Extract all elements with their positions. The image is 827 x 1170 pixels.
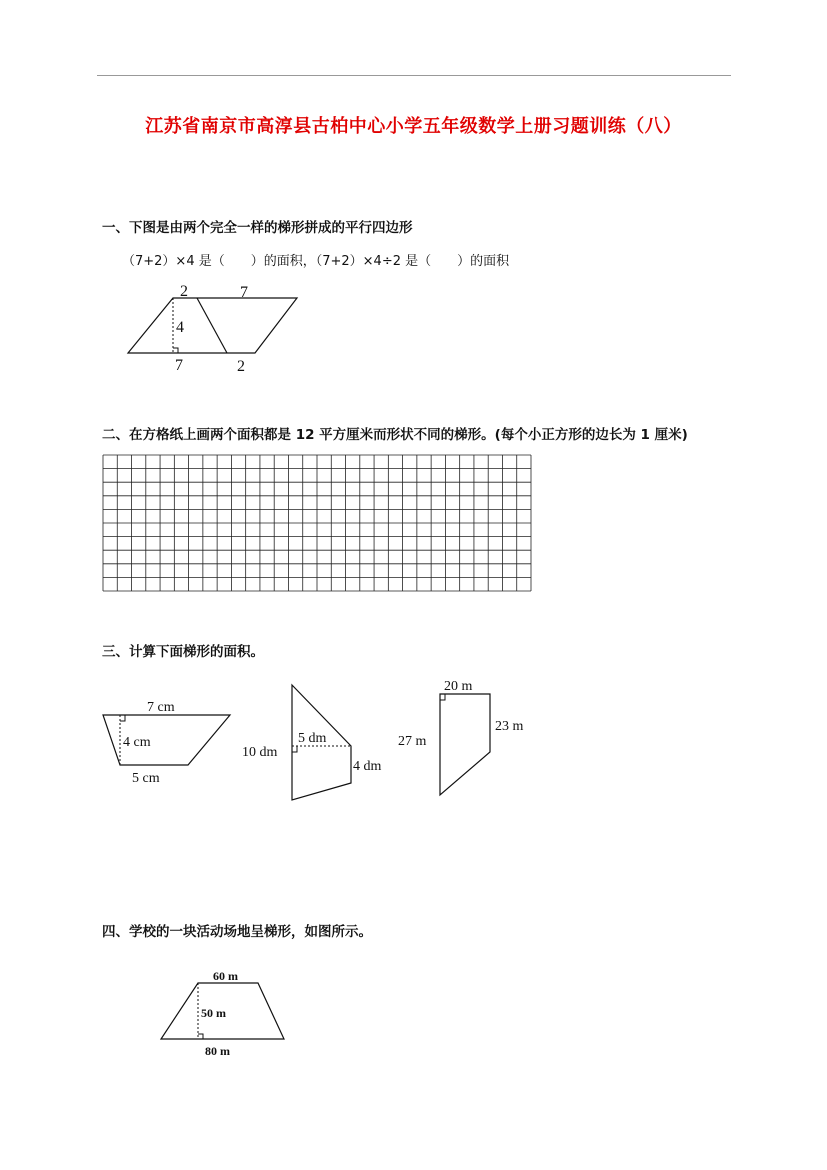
label-top-right: 7 <box>240 284 248 301</box>
fig2-left-label: 10 dm <box>242 745 278 760</box>
question-2-heading: 二、在方格纸上画两个面积都是 12 平方厘米而形状不同的梯形。(每个小正方形的边长为 1 厘米) <box>102 427 688 443</box>
question-1-heading: 一、下图是由两个完全一样的梯形拼成的平行四边形 <box>102 220 413 236</box>
question-1-fill-line: （7+2）×4 是（ ）的面积，（7+2）×4÷2 是（ ）的面积 <box>122 254 510 269</box>
field-height-label: 50 m <box>201 1006 226 1020</box>
fig1-top-label: 7 cm <box>147 700 175 715</box>
fig1-height-label: 4 cm <box>123 735 151 750</box>
label-top-left: 2 <box>180 283 188 300</box>
square-grid[interactable] <box>102 454 532 592</box>
fig3-left-label: 27 m <box>398 734 427 749</box>
trapezoid-figure-1 <box>100 695 235 790</box>
header-rule <box>97 75 731 76</box>
field-trapezoid-figure <box>158 965 288 1060</box>
question-4-heading: 四、学校的一块活动场地呈梯形，如图所示。 <box>102 924 372 940</box>
page-title: 江苏省南京市高淳县古柏中心小学五年级数学上册习题训练（八） <box>145 116 682 137</box>
question-3-heading: 三、计算下面梯形的面积。 <box>102 644 264 660</box>
field-bottom-label: 80 m <box>205 1044 230 1058</box>
label-bottom-left: 7 <box>175 357 183 374</box>
fig3-top-label: 20 m <box>444 679 473 694</box>
label-height: 4 <box>176 319 184 336</box>
field-top-label: 60 m <box>213 969 238 983</box>
fig1-bottom-label: 5 cm <box>132 771 160 786</box>
trapezoid-figure-3 <box>395 672 540 802</box>
parallelogram-figure <box>125 280 305 375</box>
fig2-middle-label: 5 dm <box>298 731 327 746</box>
fig2-right-label: 4 dm <box>353 759 382 774</box>
trapezoid-figure-2 <box>240 680 395 805</box>
label-bottom-right: 2 <box>237 358 245 375</box>
fig3-right-label: 23 m <box>495 719 524 734</box>
